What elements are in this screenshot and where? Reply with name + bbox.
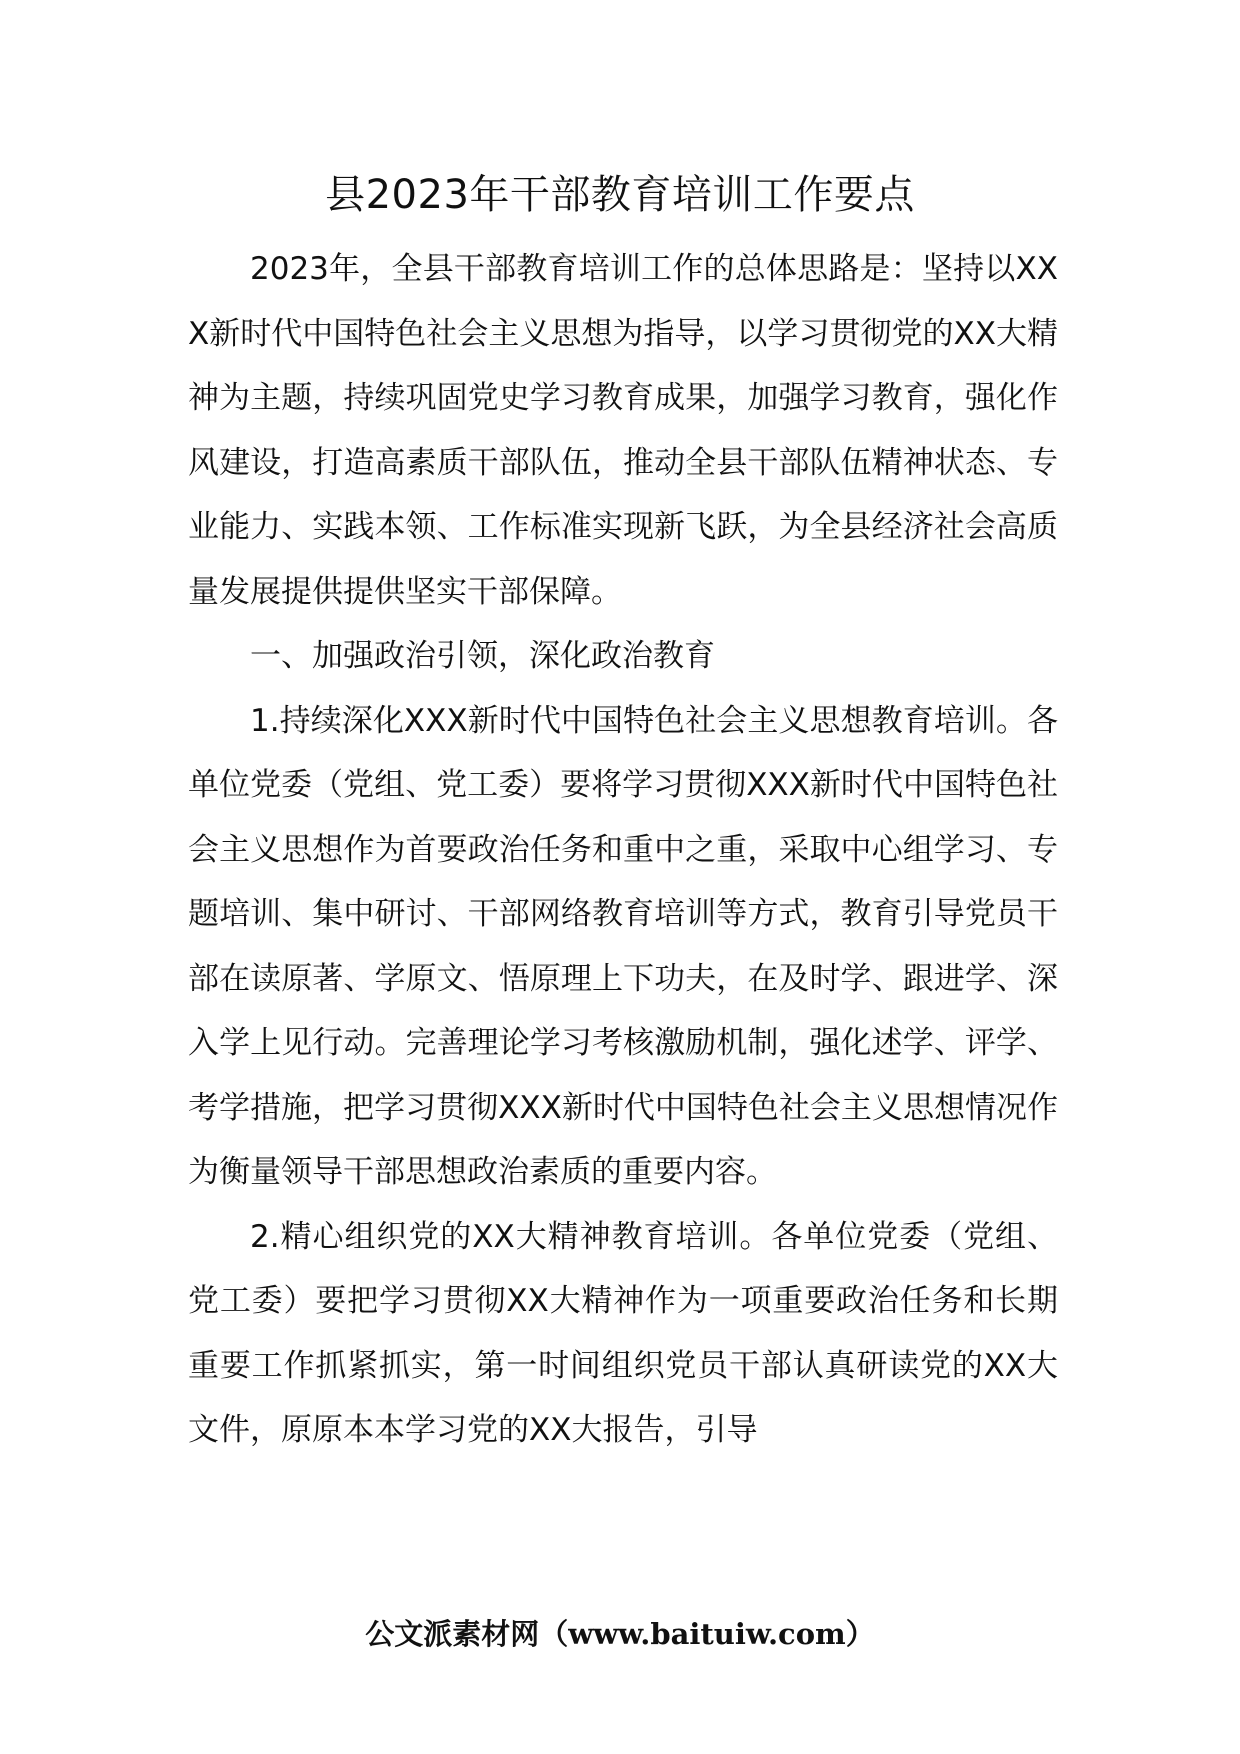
document-title: 县2023年干部教育培训工作要点 [325,172,915,218]
document-body [188,237,1058,1463]
item-paragraph-2: 2.精心组织党的XX大精神教育培训。各单位党委（党组、党工委）要把学习贯彻XX大精神作为一项重要政治任务和长期重要工作抓紧抓实，第一时间组织党员干部认真研读党的XX大文件，原原本本学习党的XX大报告，引导 [188,1218,1058,1448]
section-heading-1: 一、加强政治引领，深化政治教育 [250,638,715,674]
item-paragraph-1: 1.持续深化XXX新时代中国特色社会主义思想教育培训。各单位党委（党组、党工委）要将学习贯彻XXX新时代中国特色社会主义思想作为首要政治任务和重中之重，采取中心组学习、专题培训、集中研讨、干部网络教育培训等方式，教育引导党员干部在读原著、学原文、悟原理上下功夫，在及时学、跟进学、深入学上见行动。完善理论学习考核激励机制，强化述学、评学、考学措施，把学习贯彻XXX新时代中国特色社会主义思想情况作为衡量领导干部思想政治素质的重要内容。 [188,702,1058,1190]
footer-watermark: 公文派素材网（www.baituiw.com） [365,1617,875,1651]
intro-paragraph: 2023年，全县干部教育培训工作的总体思路是：坚持以XXX新时代中国特色社会主义思想为指导，以学习贯彻党的XX大精神为主题，持续巩固党史学习教育成果，加强学习教育，强化作风建设，打造高素质干部队伍，推动全县干部队伍精神状态、专业能力、实践本领、工作标准实现新飞跃，为全县经济社会高质量发展提供提供坚实干部保障。 [188,251,1058,610]
